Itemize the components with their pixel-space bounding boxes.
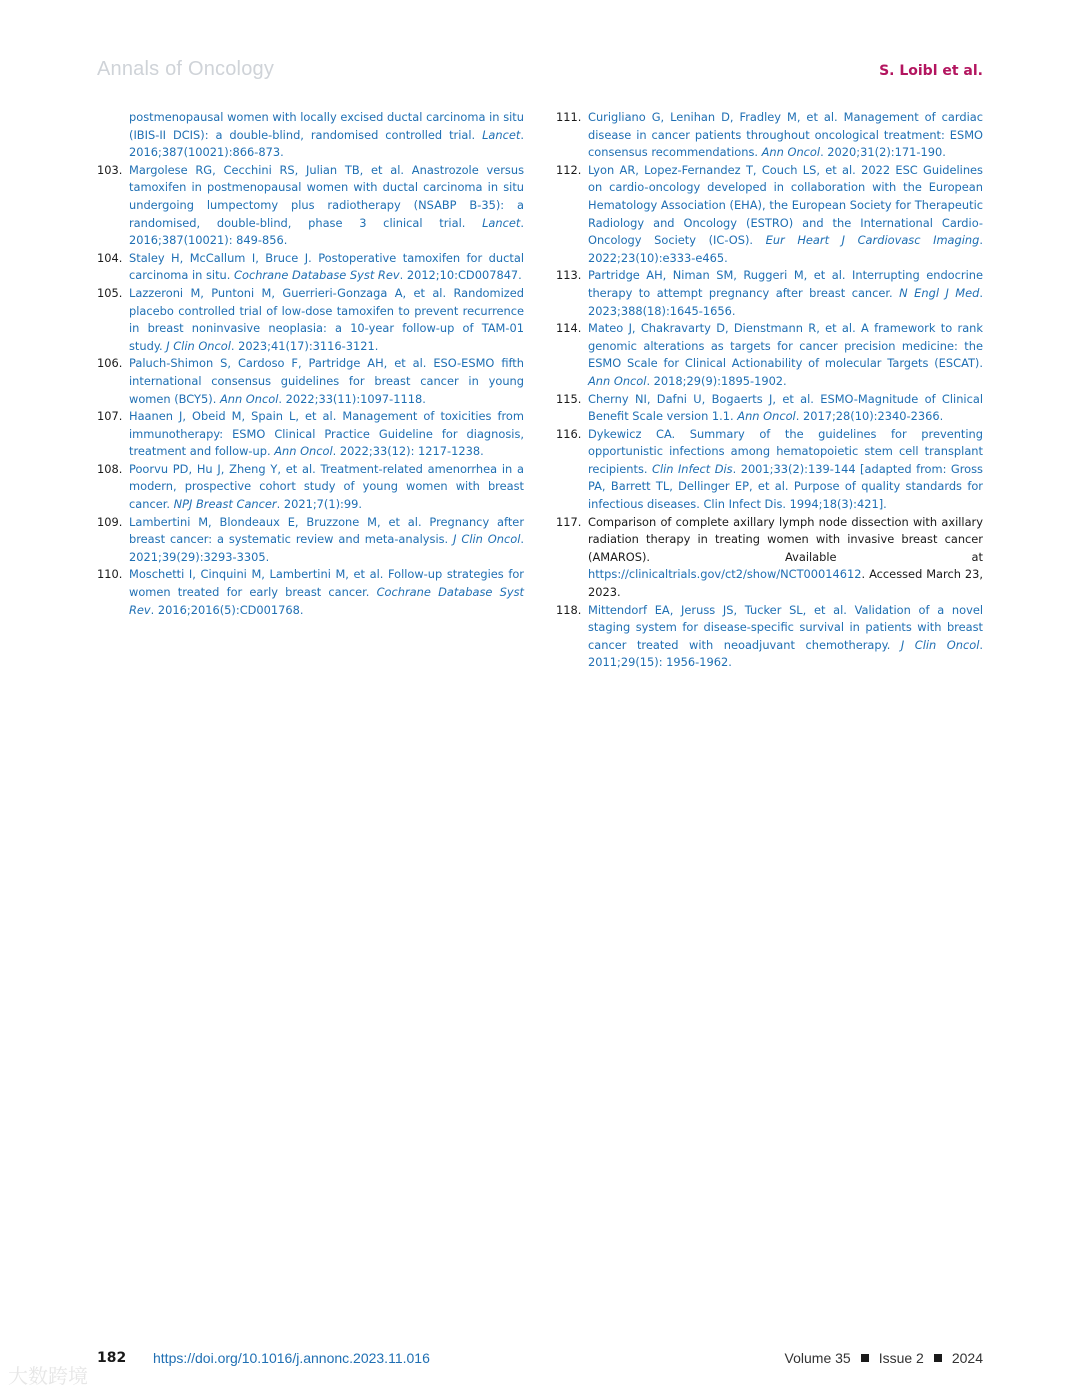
reference-102-continued[interactable] [97, 109, 524, 162]
reference-number: 112. [556, 162, 582, 177]
reference-journal: Ann Oncol [737, 409, 796, 424]
reference-text: Mateo J, Chakravarty D, Dienstmann R, et al. A framework to rank genomic alterations as targets for cancer precision medicine: the ESMO Scale for Clinical Actionability of molecular Targets (ESCAT). [588, 321, 983, 371]
reference-107[interactable] [97, 408, 524, 461]
reference-text: Dykewicz CA. Summary of the guidelines for preventing opportunistic infections among hematopoietic stem cell transplant recipients. [588, 426, 983, 476]
reference-108[interactable] [97, 461, 524, 514]
reference-citation: . 2018;29(9):1895-1902. [646, 373, 787, 388]
reference-113[interactable] [556, 267, 983, 320]
reference-journal: N Engl J Med [899, 285, 980, 300]
reference-journal: Ann Oncol [274, 444, 333, 459]
reference-text: Margolese RG, Cecchini RS, Julian TB, et al. Anastrozole versus tamoxifen in postmenopausal women with ductal carcinoma in situ undergoing lumpectomy plus radiotherapy (NSABP B-35): a randomised, double-blind, phase 3 clinical trial. [129, 162, 524, 230]
reference-text: Poorvu PD, Hu J, Zheng Y, et al. Treatment-related amenorrhea in a modern, prospective cohort study of young women with breast cancer. [129, 461, 524, 512]
trial-url-link[interactable]: https://clinicaltrials.gov/ct2/show/NCT00014612 [588, 567, 862, 582]
references-left-column [97, 109, 524, 619]
reference-117 [556, 514, 983, 602]
reference-citation: . 2022;33(11):1097-1118. [278, 391, 426, 406]
reference-number: 105. [97, 285, 123, 300]
watermark: 大数跨境 [8, 1364, 88, 1388]
reference-journal: NPJ Breast Cancer [173, 497, 277, 512]
reference-journal: Ann Oncol [219, 391, 279, 406]
reference-text: Lambertini M, Blondeaux E, Bruzzone M, et al. Pregnancy after breast cancer: a systematic review and meta-analysis. [129, 514, 524, 547]
reference-journal: Ann Oncol [588, 373, 647, 388]
reference-number: 104. [97, 250, 123, 265]
reference-number: 118. [556, 602, 582, 617]
reference-journal: Clin Infect Dis [651, 461, 733, 476]
reference-citation: . 2022;23(10):e333-e465. [588, 233, 984, 265]
reference-citation: . 2022;33(12): 1217-1238. [332, 444, 484, 459]
reference-112[interactable] [556, 162, 983, 268]
reference-number: 116. [556, 426, 582, 441]
reference-journal: Cochrane Database Syst Rev [234, 268, 400, 283]
reference-journal: J Clin Oncol [166, 338, 231, 353]
reference-text: Lazzeroni M, Puntoni M, Guerrieri-Gonzaga A, et al. Randomized placebo controlled trial of low-dose tamoxifen to prevent recurrence in breast noninvasive neoplasia: a 10-year follow-up of TAM-01 study. [129, 285, 524, 353]
reference-citation: . 2012;10:CD007847. [399, 268, 522, 283]
reference-citation: . 2016;387(10021): 849-856. [129, 215, 524, 248]
reference-103[interactable] [97, 162, 524, 250]
reference-105[interactable] [97, 285, 524, 355]
reference-accessed: . Accessed March 23, 2023. [588, 567, 983, 600]
reference-number: 106. [97, 356, 123, 371]
volume-issue-year [785, 1350, 983, 1366]
reference-106[interactable] [97, 355, 524, 408]
reference-citation: . 2016;387(10021):866-873. [129, 127, 524, 160]
reference-citation: . 2011;29(15): 1956-1962. [588, 637, 983, 670]
reference-number: 113. [556, 268, 582, 283]
reference-citation: . 2016;2016(5):CD001768. [150, 602, 304, 617]
reference-114[interactable] [556, 320, 983, 390]
reference-text: Staley H, McCallum I, Bruce J. Postoperative tamoxifen for ductal carcinoma in situ. [129, 250, 524, 283]
reference-citation: . 2021;39(29):3293-3305. [129, 532, 525, 564]
reference-text: Cherny NI, Dafni U, Bogaerts J, et al. ESMO-Magnitude of Clinical Benefit Scale version 1.1. [588, 391, 983, 424]
references-right-column [556, 109, 983, 672]
reference-citation: . 2021;7(1):99. [276, 497, 363, 512]
volume-label: Volume 35 [784, 1350, 851, 1366]
issue-label: Issue 2 [878, 1350, 924, 1366]
reference-journal: Ann Oncol [761, 145, 821, 160]
reference-citation: . 2023;388(18):1645-1656. [588, 285, 983, 318]
reference-text: Comparison of complete axillary lymph node dissection with axillary radiation therapy in treating women with invasive breast cancer (AMAROS). Available at [588, 514, 983, 564]
journal-title: Annals of Oncology [97, 58, 275, 80]
reference-104[interactable] [97, 250, 524, 285]
reference-number: 108. [97, 461, 123, 476]
separator-square-icon [861, 1354, 869, 1362]
reference-text: Mittendorf EA, Jeruss JS, Tucker SL, et al. Validation of a novel staging system for disease-specific survival in patients with breast cancer treated with neoadjuvant chemotherapy. [588, 602, 983, 652]
separator-square-icon [934, 1354, 942, 1362]
reference-text: Haanen J, Obeid M, Spain L, et al. Management of toxicities from immunotherapy: ESMO Clinical Practice Guideline for diagnosis, treatment and follow-up. [129, 409, 524, 459]
reference-number: 115. [556, 391, 582, 406]
reference-journal: J Clin Oncol [453, 532, 521, 547]
reference-citation: . 2017;28(10):2340-2366. [795, 409, 944, 424]
reference-citation: . 2001;33(2):139-144 [adapted from: Gross PA, Barrett TL, Dellinger EP, et al. Purpose of quality standards for infectious diseases. Clin Infect Dis. 1994;18(3):421]. [588, 461, 983, 512]
reference-journal: Cochrane Database Syst Rev [129, 585, 524, 617]
reference-journal: Eur Heart J Cardiovasc Imaging [765, 233, 980, 248]
reference-text: postmenopausal women with locally excised ductal carcinoma in situ (IBIS-II DCIS): a double-blind, randomised controlled trial. [129, 110, 524, 142]
reference-115[interactable] [556, 391, 983, 426]
reference-number: 103. [97, 162, 123, 177]
reference-number: 109. [97, 514, 123, 529]
reference-number: 111. [556, 110, 582, 124]
reference-number: 110. [97, 567, 123, 582]
reference-110[interactable] [97, 566, 524, 619]
reference-text: Lyon AR, Lopez-Fernandez T, Couch LS, et al. 2022 ESC Guidelines on cardio-oncology developed in collaboration with the European Hematology Association (EHA), the European Society for Therapeutic Radiology and Oncology (ESTRO) and the International Cardio-Oncology Society (IC-OS). [588, 162, 983, 248]
reference-citation: . 2020;31(2):171-190. [820, 145, 946, 160]
reference-citation: . 2023;41(17):3116-3121. [230, 338, 379, 353]
reference-109[interactable] [97, 514, 524, 567]
reference-text: Partridge AH, Niman SM, Ruggeri M, et al. Interrupting endocrine therapy to attempt pregnancy after breast cancer. [588, 268, 983, 300]
reference-118[interactable] [556, 602, 983, 672]
reference-text: Paluch-Shimon S, Cardoso F, Partridge AH, et al. ESO-ESMO fifth international consensus guidelines for breast cancer in young women (BCY5). [129, 356, 524, 406]
reference-116[interactable] [556, 426, 983, 514]
reference-111[interactable] [556, 109, 983, 162]
reference-number: 114. [556, 321, 582, 336]
page-number: 182 [97, 1350, 127, 1366]
running-authors: S. Loibl et al. [879, 63, 983, 79]
reference-number: 117. [556, 514, 582, 529]
reference-journal: Lancet [482, 215, 521, 230]
reference-text: Moschetti I, Cinquini M, Lambertini M, et al. Follow-up strategies for women treated for early breast cancer. [129, 567, 524, 600]
reference-text: Curigliano G, Lenihan D, Fradley M, et al. Management of cardiac disease in cancer patients throughout oncological treatment: ESMO consensus recommendations. [588, 110, 983, 160]
reference-journal: J Clin Oncol [900, 637, 980, 652]
reference-number: 107. [97, 409, 123, 424]
reference-journal: Lancet [482, 127, 521, 142]
year-label: 2024 [951, 1350, 983, 1366]
doi-link[interactable]: https://doi.org/10.1016/j.annonc.2023.11.016 [153, 1350, 430, 1366]
page-footer [97, 1350, 983, 1372]
